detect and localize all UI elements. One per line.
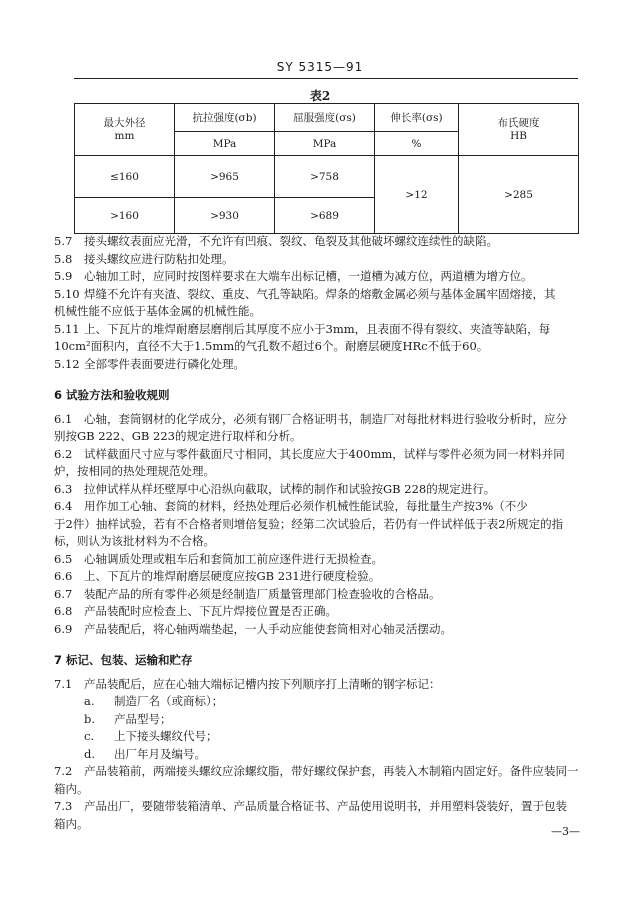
page-header: SY 5315—91 [276,60,364,74]
table-title: 表2 [309,89,331,103]
paragraph-line: 6.6 上、下瓦片的堆焊耐磨层硬度应按GB 231进行硬度检验。 [54,569,381,583]
cell-yield: >758 [275,156,375,198]
list-item: a. 制造厂名（或商标）； [84,694,224,708]
spec-table [74,103,579,234]
col-header-od: 最大外径 mm [75,104,175,156]
paragraph-line: 6.2 试样截面尺寸应与零件截面尺寸相同，其长度应大于400mm，试样与零件必须为同一材料并同 [54,446,565,461]
cell-elong: >12 [375,156,459,234]
unit-yield: MPa [275,132,375,156]
list-item: c. 上下接头螺纹代号； [84,729,218,743]
body-text [54,233,588,833]
paragraph-line: 6.3 拉伸试样从样坯壁厚中心沿纵向截取，试棒的制作和试验按GB 228的规定进行。 [54,481,496,496]
col-header-elong: 伸长率(σs) [375,104,459,132]
col-header-hardness: 布氏硬度 HB [459,104,579,156]
page-number: —3— [551,825,580,838]
paragraph-line: 5.7 接头螺纹表面应光滑，不允许有凹痕、裂纹、龟裂及其他破坏螺纹连续性的缺陷。 [54,234,498,248]
header-rule [74,78,578,79]
list-item: b. 产品型号； [84,711,172,726]
paragraph-line: 10cm²面积内，直径不大于1.5mm的气孔数不超过6个。耐磨层硬度HRc不低于60。 [54,339,489,353]
unit-elong: % [375,132,459,156]
cell-od: ≤160 [75,156,175,198]
paragraph-line: 5.10 焊缝不允许有夹渣、裂纹、重皮、气孔等缺陷。焊条的熔敷金属必须与基体金属牢固熔接，其 [54,286,556,301]
paragraph-line: 6.7 装配产品的所有零件必须是经制造厂质量管理部门检查验收的合格品。 [54,586,441,601]
paragraph-line: 6.9 产品装配后，将心轴两端垫起，一人手动应能使套筒相对心轴灵活摆动。 [54,621,452,636]
paragraph-line: 5.8 接头螺纹应进行防粘扣处理。 [54,251,234,266]
cell-hardness: >285 [459,156,579,234]
section-heading: 6 试验方法和验收规则 [54,388,170,402]
cell-tensile: >965 [175,156,275,198]
paragraph-line: 机械性能不应低于基体金属的机械性能。 [54,304,261,318]
col-header-yield: 屈服强度(σs) [275,104,375,132]
paragraph-line: 于2件）抽样试验，若有不合格者则增倍复验；经第二次试验后，若仍有一件试样低于表2所规定的指 [54,516,564,531]
paragraph-line: 6.1 心轴，套筒钢材的化学成分，必须有钢厂合格证明书，制造厂对每批材料进行验收分析时，应分 [54,411,567,426]
paragraph-line: 7.2 产品装箱前，两端接头螺纹应涂螺纹脂，带好螺纹保护套，再装入木制箱内固定好。备件应装同一 [54,764,579,778]
paragraph-line: 7.1 产品装配后，应在心轴大端标记槽内按下列顺序打上清晰的钢字标记： [54,676,441,691]
paragraph-line: 5.9 心轴加工时，应同时按图样要求在大端车出标记槽，一道槽为减方位，两道槽为增方位。 [54,269,533,283]
paragraph-line: 7.3 产品出厂，要随带装箱清单、产品质量合格证书、产品使用说明书，并用塑料袋装好，置于包装 [54,799,567,813]
paragraph-line: 5.11 上、下瓦片的堆焊耐磨层磨削后其厚度不应小于3mm，且表面不得有裂纹、夹渣等缺陷，每 [54,321,551,336]
unit-tensile: MPa [175,132,275,156]
col-header-tensile: 抗拉强度(σb) [175,104,275,132]
table-row [75,156,579,198]
cell-od: >160 [75,198,175,234]
cell-tensile: >930 [175,198,275,234]
cell-yield: >689 [275,198,375,234]
paragraph-line: 6.5 心轴调质处理或粗车后和套筒加工前应逐件进行无损检查。 [54,551,383,566]
paragraph-line: 5.12 全部零件表面要进行磷化处理。 [54,356,245,371]
paragraph-line: 6.8 产品装配时应检查上、下瓦片焊接位置是否正确。 [54,604,337,618]
paragraph-line: 别按GB 222、GB 223的规定进行取样和分析。 [54,429,302,443]
paragraph-line: 箱内。 [54,816,89,831]
paragraph-line: 箱内。 [54,781,89,796]
list-item: d. 出厂年月及编号。 [84,746,206,761]
section-heading: 7 标记、包装、运输和贮存 [54,653,193,667]
paragraph-line: 炉，按相同的热处理规范处理。 [54,464,215,478]
paragraph-line: 标，则认为该批材料为不合格。 [54,534,215,548]
paragraph-line: 6.4 用作加工心轴、套筒的材料，经热处理后必须作机械性能试验，每批量生产按3%（不少 [54,499,528,513]
